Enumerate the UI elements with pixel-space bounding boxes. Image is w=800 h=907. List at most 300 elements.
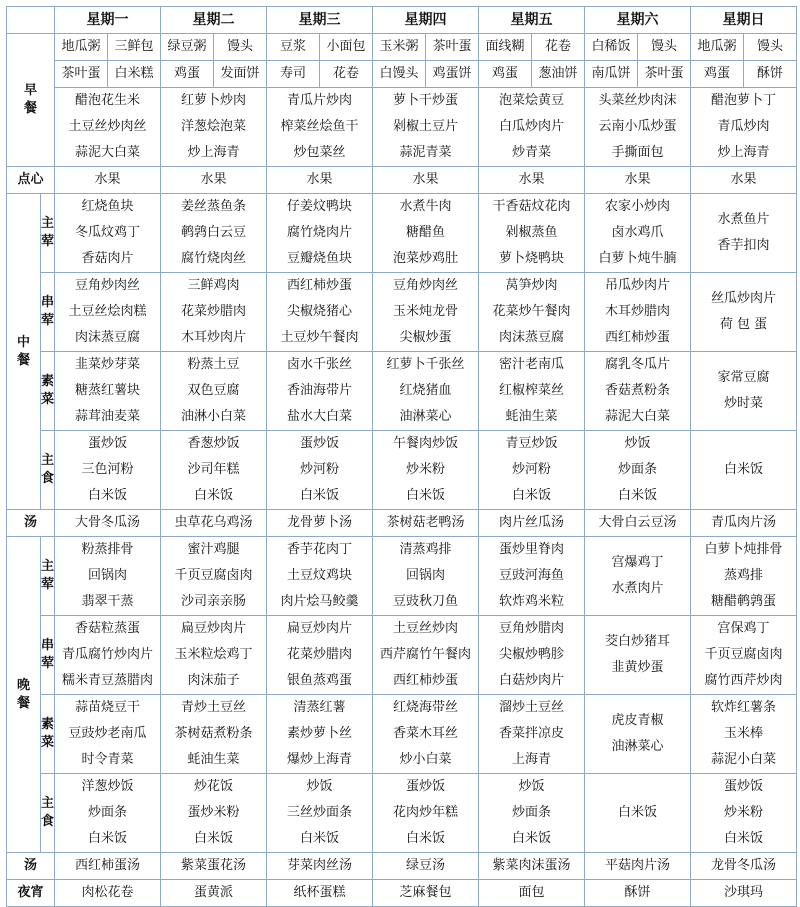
dish-item: 吊瓜炒肉片: [604, 278, 670, 293]
dish-item: 白米饭: [723, 831, 763, 846]
night-cell: 芝麻餐包: [373, 880, 479, 907]
dish-item: 红烧海带丝: [392, 700, 458, 715]
dish-item: 蜜汁鸡腿: [187, 542, 240, 557]
dish-item: 溜炒土豆丝: [498, 700, 564, 715]
dish-item: 蒜泥青菜: [399, 145, 452, 160]
dish-item: 家常豆腐: [717, 370, 770, 385]
dish-item: 土豆丝烩肉糕: [68, 304, 147, 319]
dish-item: 尖椒炒蛋: [399, 330, 452, 345]
lunch-label: [7, 194, 41, 510]
dish-item: 云南小瓜炒蛋: [598, 119, 677, 134]
snack-cell: 水果: [161, 167, 267, 194]
dish-item: 花卷: [319, 61, 372, 87]
night-cell: 面包: [479, 880, 585, 907]
dish-item: 清蒸红薯: [293, 700, 346, 715]
dish-item: 馒头: [743, 34, 796, 60]
menu-body: [7, 34, 797, 907]
dinner-half-label-text: 串荤: [41, 638, 55, 671]
dish-item: 腐乳冬瓜片: [604, 357, 670, 372]
dish-item: 午餐肉炒饭: [392, 436, 458, 451]
breakfast-row-1: [7, 34, 797, 61]
dish-item: 剁椒土豆片: [392, 119, 458, 134]
header-row: [7, 7, 797, 34]
lunch-veg-cell: [585, 352, 691, 431]
dish-item: 丝瓜炒肉片: [710, 291, 776, 306]
dinner-soup-cell: 龙骨冬瓜汤: [691, 853, 797, 880]
lunch-staple-label: [41, 431, 55, 510]
dish-item: 回锅肉: [87, 568, 127, 583]
dish-item: 豆豉炒老南瓜: [68, 726, 147, 741]
dish-item: 蚝油生菜: [187, 752, 240, 767]
breakfast-pair-cell: [585, 61, 691, 88]
dish-item: 炒青菜: [511, 145, 551, 160]
dish-item: 农家小炒肉: [604, 199, 670, 214]
dish-item: 素炒萝卜丝: [286, 726, 352, 741]
dish-item: 上海青: [511, 752, 551, 767]
dish-item: 木耳炒肉片: [180, 330, 246, 345]
lunch-veg-cell: [161, 352, 267, 431]
dinner-veg-cell: [691, 695, 797, 774]
dish-item: 泡菜炒鸡肚: [392, 251, 458, 266]
lunch-main-row: [7, 194, 797, 273]
breakfast-sides-cell: [691, 88, 797, 167]
dish-item: 糯米青豆蒸腊肉: [61, 673, 153, 688]
dish-item: 醋泡花生米: [74, 93, 140, 108]
dinner-label-text: 晚餐: [17, 677, 31, 711]
lunch-soup-cell: 肉片丝瓜汤: [479, 510, 585, 537]
breakfast-label: [7, 34, 55, 167]
breakfast-label-text: 早餐: [24, 83, 38, 116]
dish-item: 榨菜丝烩鱼干: [280, 119, 359, 134]
dish-item: 土豆炆鸡块: [286, 568, 352, 583]
dinner-soup-cell: 西红柿蛋汤: [55, 853, 161, 880]
lunch-soup-cell: 虫草花乌鸡汤: [161, 510, 267, 537]
dinner-main-cell: [55, 537, 161, 616]
dish-item: 沙司亲亲肠: [180, 594, 246, 609]
snack-label: 点心: [7, 167, 55, 194]
dish-item: 卤水千张丝: [286, 357, 352, 372]
dinner-veg-label: [41, 695, 55, 774]
breakfast-pair-cell: [267, 34, 373, 61]
dish-item: 蛋炒饭: [299, 436, 339, 451]
dinner-main-cell: [373, 537, 479, 616]
dish-item: 鸡蛋饼: [425, 61, 478, 87]
snack-cell: 水果: [267, 167, 373, 194]
dish-item: 沙司年糕: [187, 462, 240, 477]
dish-item: 香油海带片: [286, 383, 352, 398]
dish-item: 蛋炒里脊肉: [498, 542, 564, 557]
lunch-half-cell: [691, 273, 797, 352]
dish-item: 莴笋炒肉: [505, 278, 558, 293]
dinner-veg-cell: [373, 695, 479, 774]
dish-item: 香芋花肉丁: [286, 542, 352, 557]
dish-item: 剁椒蒸鱼: [505, 225, 558, 240]
breakfast-pair-cell: [161, 34, 267, 61]
dish-item: 西红柿炒蛋: [604, 330, 670, 345]
day-header: 星期六: [585, 7, 691, 34]
dish-item: 糖醋鹌鹑蛋: [710, 594, 776, 609]
breakfast-pair-cell: [267, 61, 373, 88]
dish-item: 鹌鹑白云豆: [180, 225, 246, 240]
dish-item: 炒上海青: [717, 145, 770, 160]
dish-item: 馒头: [637, 34, 690, 60]
dinner-soup-cell: 芽菜肉丝汤: [267, 853, 373, 880]
breakfast-pair-cell: [479, 34, 585, 61]
dish-item: 白米糕: [107, 61, 160, 87]
day-header: 星期二: [161, 7, 267, 34]
dish-item: 荷 包 蛋: [719, 317, 768, 332]
dish-item: 尖椒烧猪心: [286, 304, 352, 319]
lunch-veg-label-text: 素菜: [41, 374, 55, 407]
dish-item: 炒饭: [518, 779, 545, 794]
dish-item: 白馒头: [379, 66, 419, 81]
lunch-half-label: [41, 273, 55, 352]
dinner-soup-cell: 绿豆汤: [373, 853, 479, 880]
dish-item: 蒜泥大白菜: [604, 409, 670, 424]
dinner-veg-row: [7, 695, 797, 774]
dish-item: 蚝油生菜: [505, 409, 558, 424]
dish-item: 韭菜炒芽菜: [74, 357, 140, 372]
dish-item: 豆豉秋刀鱼: [392, 594, 458, 609]
dish-item: 洋葱烩泡菜: [180, 119, 246, 134]
breakfast-pair-cell: [55, 61, 161, 88]
dish-item: 千页豆腐卤肉: [174, 568, 253, 583]
dish-item: 白瓜炒肉片: [498, 119, 564, 134]
dish-item: 玉米粒烩鸡丁: [174, 647, 253, 662]
breakfast-sides-row: [7, 88, 797, 167]
lunch-veg-cell: [479, 352, 585, 431]
lunch-label-text: 中餐: [17, 334, 31, 368]
dish-item: 姜丝蒸鱼条: [180, 199, 246, 214]
dish-item: 茶叶蛋: [61, 66, 101, 81]
dish-item: 千页豆腐卤肉: [704, 647, 783, 662]
lunch-veg-cell: [55, 352, 161, 431]
dish-item: 尖椒炒鸭胗: [498, 647, 564, 662]
dish-item: 盐水大白菜: [286, 409, 352, 424]
breakfast-pair-cell: [585, 34, 691, 61]
lunch-staple-row: [7, 431, 797, 510]
corner-cell: [7, 7, 55, 34]
dish-item: 豆浆: [279, 39, 306, 54]
lunch-soup-cell: 龙骨萝卜汤: [267, 510, 373, 537]
dish-item: 青豆炒饭: [505, 436, 558, 451]
lunch-main-cell: [55, 194, 161, 273]
dish-item: 鸡蛋: [173, 66, 200, 81]
dish-item: 双色豆腐: [187, 383, 240, 398]
dish-item: 鸡蛋: [703, 66, 730, 81]
dish-item: 香芋扣肉: [717, 238, 770, 253]
dish-item: 炒小白菜: [399, 752, 452, 767]
dish-item: 青瓜片炒肉: [286, 93, 352, 108]
dish-item: 蒸鸡排: [723, 568, 763, 583]
dinner-staple-cell: [161, 774, 267, 853]
night-cell: 纸杯蛋糕: [267, 880, 373, 907]
lunch-staple-cell: [691, 431, 797, 510]
dish-item: 青炒土豆丝: [180, 700, 246, 715]
dish-item: 腐竹烧肉丝: [180, 251, 246, 266]
dish-item: 翡翠干蒸: [81, 594, 134, 609]
dish-item: 西芹腐竹午餐肉: [379, 647, 471, 662]
lunch-soup-cell: 茶树菇老鸭汤: [373, 510, 479, 537]
dinner-soup-cell: 平菇肉片汤: [585, 853, 691, 880]
dish-item: 玉米棒: [723, 726, 763, 741]
dinner-main-cell: [161, 537, 267, 616]
lunch-staple-cell: [55, 431, 161, 510]
snack-cell: 水果: [479, 167, 585, 194]
lunch-staple-cell: [585, 431, 691, 510]
dish-item: 蛋炒饭: [723, 779, 763, 794]
dish-item: 虎皮青椒: [611, 713, 664, 728]
breakfast-sides-cell: [585, 88, 691, 167]
dish-item: 白米饭: [405, 488, 445, 503]
dish-item: 蒜泥大白菜: [74, 145, 140, 160]
dish-item: 蛋炒米粉: [187, 805, 240, 820]
dish-item: 白稀饭: [591, 39, 631, 54]
lunch-soup-label: 汤: [7, 510, 55, 537]
dinner-staple-label: [41, 774, 55, 853]
dish-item: 土豆炒午餐肉: [280, 330, 359, 345]
dish-item: 茶叶蛋: [637, 61, 690, 87]
dish-item: 酥饼: [743, 61, 796, 87]
dish-item: 地瓜粥: [61, 39, 101, 54]
dish-item: 白萝卜炖牛腩: [598, 251, 677, 266]
dinner-half-cell: [161, 616, 267, 695]
lunch-main-cell: [691, 194, 797, 273]
lunch-half-cell: [585, 273, 691, 352]
lunch-half-label-text: 串荤: [41, 295, 55, 328]
dish-item: 西红柿炒蛋: [392, 673, 458, 688]
breakfast-pair-cell: [479, 61, 585, 88]
dish-item: 蒜茸油麦菜: [74, 409, 140, 424]
lunch-staple-cell: [161, 431, 267, 510]
lunch-main-label: [41, 194, 55, 273]
dish-item: 三色河粉: [81, 462, 134, 477]
day-header: 星期四: [373, 7, 479, 34]
dish-item: 白米饭: [87, 831, 127, 846]
dinner-half-cell: [479, 616, 585, 695]
dinner-soup-label: 汤: [7, 853, 55, 880]
lunch-soup-row: [7, 510, 797, 537]
dish-item: 鸡蛋: [491, 66, 518, 81]
day-header: 星期日: [691, 7, 797, 34]
dish-item: 白米饭: [405, 831, 445, 846]
dinner-label: [7, 537, 41, 853]
lunch-veg-cell: [691, 352, 797, 431]
dish-item: 红萝卜千张丝: [386, 357, 465, 372]
dish-item: 小面包: [319, 34, 372, 60]
dish-item: 寿司: [279, 66, 306, 81]
dish-item: 手撕面包: [611, 145, 664, 160]
dish-item: 爆炒上海青: [286, 752, 352, 767]
lunch-half-cell: [55, 273, 161, 352]
dish-item: 炒上海青: [187, 145, 240, 160]
dish-item: 香菇肉片: [81, 251, 134, 266]
dinner-veg-cell: [55, 695, 161, 774]
dish-item: 蛋炒饭: [87, 436, 127, 451]
dinner-half-cell: [691, 616, 797, 695]
dinner-half-cell: [585, 616, 691, 695]
breakfast-pair-cell: [373, 61, 479, 88]
dish-item: 红椒榨菜丝: [498, 383, 564, 398]
dinner-staple-cell: [373, 774, 479, 853]
snack-cell: 水果: [55, 167, 161, 194]
night-row: [7, 880, 797, 907]
dinner-half-row: [7, 616, 797, 695]
dish-item: 红烧鱼块: [81, 199, 134, 214]
dish-item: 炒面条: [87, 805, 127, 820]
dinner-veg-cell: [585, 695, 691, 774]
dinner-staple-cell: [691, 774, 797, 853]
lunch-soup-cell: 青瓜肉片汤: [691, 510, 797, 537]
dish-item: 卤水鸡爪: [611, 225, 664, 240]
dish-item: 水煮肉片: [611, 581, 664, 596]
dish-item: 豆角炒肉丝: [392, 278, 458, 293]
dish-item: 炒米粉: [405, 462, 445, 477]
dish-item: 蒜泥小白菜: [710, 752, 776, 767]
dish-item: 炒花饭: [193, 779, 233, 794]
lunch-soup-cell: 大骨冬瓜汤: [55, 510, 161, 537]
dinner-half-cell: [373, 616, 479, 695]
dish-item: 红萝卜炒肉: [180, 93, 246, 108]
lunch-half-row: [7, 273, 797, 352]
dish-item: 炒饭: [306, 779, 333, 794]
breakfast-pair-cell: [55, 34, 161, 61]
dinner-staple-label-text: 主食: [41, 796, 55, 829]
dish-item: 韭黄炒蛋: [611, 660, 664, 675]
dish-item: 时令青菜: [81, 752, 134, 767]
dish-item: 玉米炖龙骨: [392, 304, 458, 319]
breakfast-pair-cell: [373, 34, 479, 61]
day-header: 星期五: [479, 7, 585, 34]
dish-item: 白菇炒肉片: [498, 673, 564, 688]
lunch-veg-cell: [267, 352, 373, 431]
dish-item: 花菜炒腊肉: [286, 647, 352, 662]
dish-item: 香菜木耳丝: [392, 726, 458, 741]
lunch-half-cell: [267, 273, 373, 352]
dish-item: 香葱炒饭: [187, 436, 240, 451]
lunch-soup-cell: 大骨白云豆汤: [585, 510, 691, 537]
dish-item: 油淋菜心: [611, 739, 664, 754]
dish-item: 糖醋鱼: [405, 225, 445, 240]
dish-item: 粉蒸土豆: [187, 357, 240, 372]
dinner-main-cell: [267, 537, 373, 616]
lunch-staple-cell: [373, 431, 479, 510]
night-cell: 酥饼: [585, 880, 691, 907]
dish-item: 香菇粒蒸蛋: [74, 621, 140, 636]
dinner-soup-cell: 紫菜肉沫蛋汤: [479, 853, 585, 880]
dish-item: 蛋炒饭: [405, 779, 445, 794]
lunch-main-cell: [585, 194, 691, 273]
dish-item: 红烧猪血: [399, 383, 452, 398]
breakfast-sides-cell: [267, 88, 373, 167]
dish-item: 腐竹西芹炒肉: [704, 673, 783, 688]
dinner-staple-cell: [267, 774, 373, 853]
dish-item: 玉米粥: [379, 39, 419, 54]
dish-item: 土豆丝炒肉丝: [68, 119, 147, 134]
dish-item: 腐竹烧肉片: [286, 225, 352, 240]
dinner-half-label: [41, 616, 55, 695]
dinner-half-cell: [55, 616, 161, 695]
dinner-main-label: [41, 537, 55, 616]
dinner-veg-cell: [161, 695, 267, 774]
breakfast-row-2: [7, 61, 797, 88]
dinner-veg-cell: [267, 695, 373, 774]
dish-item: 面线糊: [485, 39, 525, 54]
dish-item: 豆角炒腊肉: [498, 621, 564, 636]
dish-item: 宫爆鸡丁: [611, 555, 664, 570]
night-cell: 肉松花卷: [55, 880, 161, 907]
dish-item: 扁豆炒肉片: [286, 621, 352, 636]
dish-item: 白米饭: [193, 488, 233, 503]
dish-item: 冬瓜炆鸡丁: [74, 225, 140, 240]
dish-item: 三鲜鸡肉: [187, 278, 240, 293]
dish-item: 醋泡萝卜丁: [710, 93, 776, 108]
dish-item: 花菜炒午餐肉: [492, 304, 571, 319]
dish-item: 炒河粉: [511, 462, 551, 477]
dinner-veg-cell: [479, 695, 585, 774]
dinner-soup-cell: 紫菜蛋花汤: [161, 853, 267, 880]
dish-item: 炒面条: [617, 462, 657, 477]
day-header: 星期一: [55, 7, 161, 34]
dish-item: 三鲜包: [107, 34, 160, 60]
night-label: 夜宵: [7, 880, 55, 907]
dish-item: 茶树菇煮粉条: [174, 726, 253, 741]
dish-item: 地瓜粥: [697, 39, 737, 54]
dish-item: 三丝炒面条: [286, 805, 352, 820]
dish-item: 油淋小白菜: [180, 409, 246, 424]
dish-item: 花卷: [531, 34, 584, 60]
dinner-main-label-text: 主荤: [41, 559, 55, 592]
dish-item: 白米饭: [723, 462, 763, 477]
dish-item: 软炸鸡米粒: [498, 594, 564, 609]
dish-item: 白米饭: [511, 488, 551, 503]
dish-item: 肉沫蒸豆腐: [74, 330, 140, 345]
dish-item: 白米饭: [511, 831, 551, 846]
dish-item: 蒜苗烧豆干: [74, 700, 140, 715]
dish-item: 萝卜烧鸭块: [498, 251, 564, 266]
dish-item: 花肉炒年糕: [392, 805, 458, 820]
dish-item: 发面饼: [213, 61, 266, 87]
weekly-menu-table: [6, 6, 797, 907]
dish-item: 花菜炒腊肉: [180, 304, 246, 319]
snack-cell: 水果: [373, 167, 479, 194]
dish-item: 洋葱炒饭: [81, 779, 134, 794]
dinner-main-row: [7, 537, 797, 616]
lunch-staple-cell: [267, 431, 373, 510]
lunch-main-cell: [373, 194, 479, 273]
lunch-half-cell: [479, 273, 585, 352]
lunch-staple-label-text: 主食: [41, 453, 55, 486]
dish-item: 香菇煮粉条: [604, 383, 670, 398]
snack-cell: 水果: [585, 167, 691, 194]
breakfast-sides-cell: [161, 88, 267, 167]
dish-item: 白米饭: [299, 488, 339, 503]
dish-item: 回锅肉: [405, 568, 445, 583]
dish-item: 白米饭: [193, 831, 233, 846]
dish-item: 豆瓣烧鱼块: [286, 251, 352, 266]
dish-item: 银鱼蒸鸡蛋: [286, 673, 352, 688]
dish-item: 木耳炒腊肉: [604, 304, 670, 319]
lunch-main-cell: [267, 194, 373, 273]
dish-item: 馒头: [213, 34, 266, 60]
dish-item: 葱油饼: [531, 61, 584, 87]
dinner-veg-label-text: 素菜: [41, 717, 55, 750]
dish-item: 豆豉河海鱼: [498, 568, 564, 583]
dish-item: 泡菜烩黄豆: [498, 93, 564, 108]
dish-item: 炒饭: [624, 436, 651, 451]
breakfast-sides-cell: [479, 88, 585, 167]
dinner-staple-cell: [479, 774, 585, 853]
